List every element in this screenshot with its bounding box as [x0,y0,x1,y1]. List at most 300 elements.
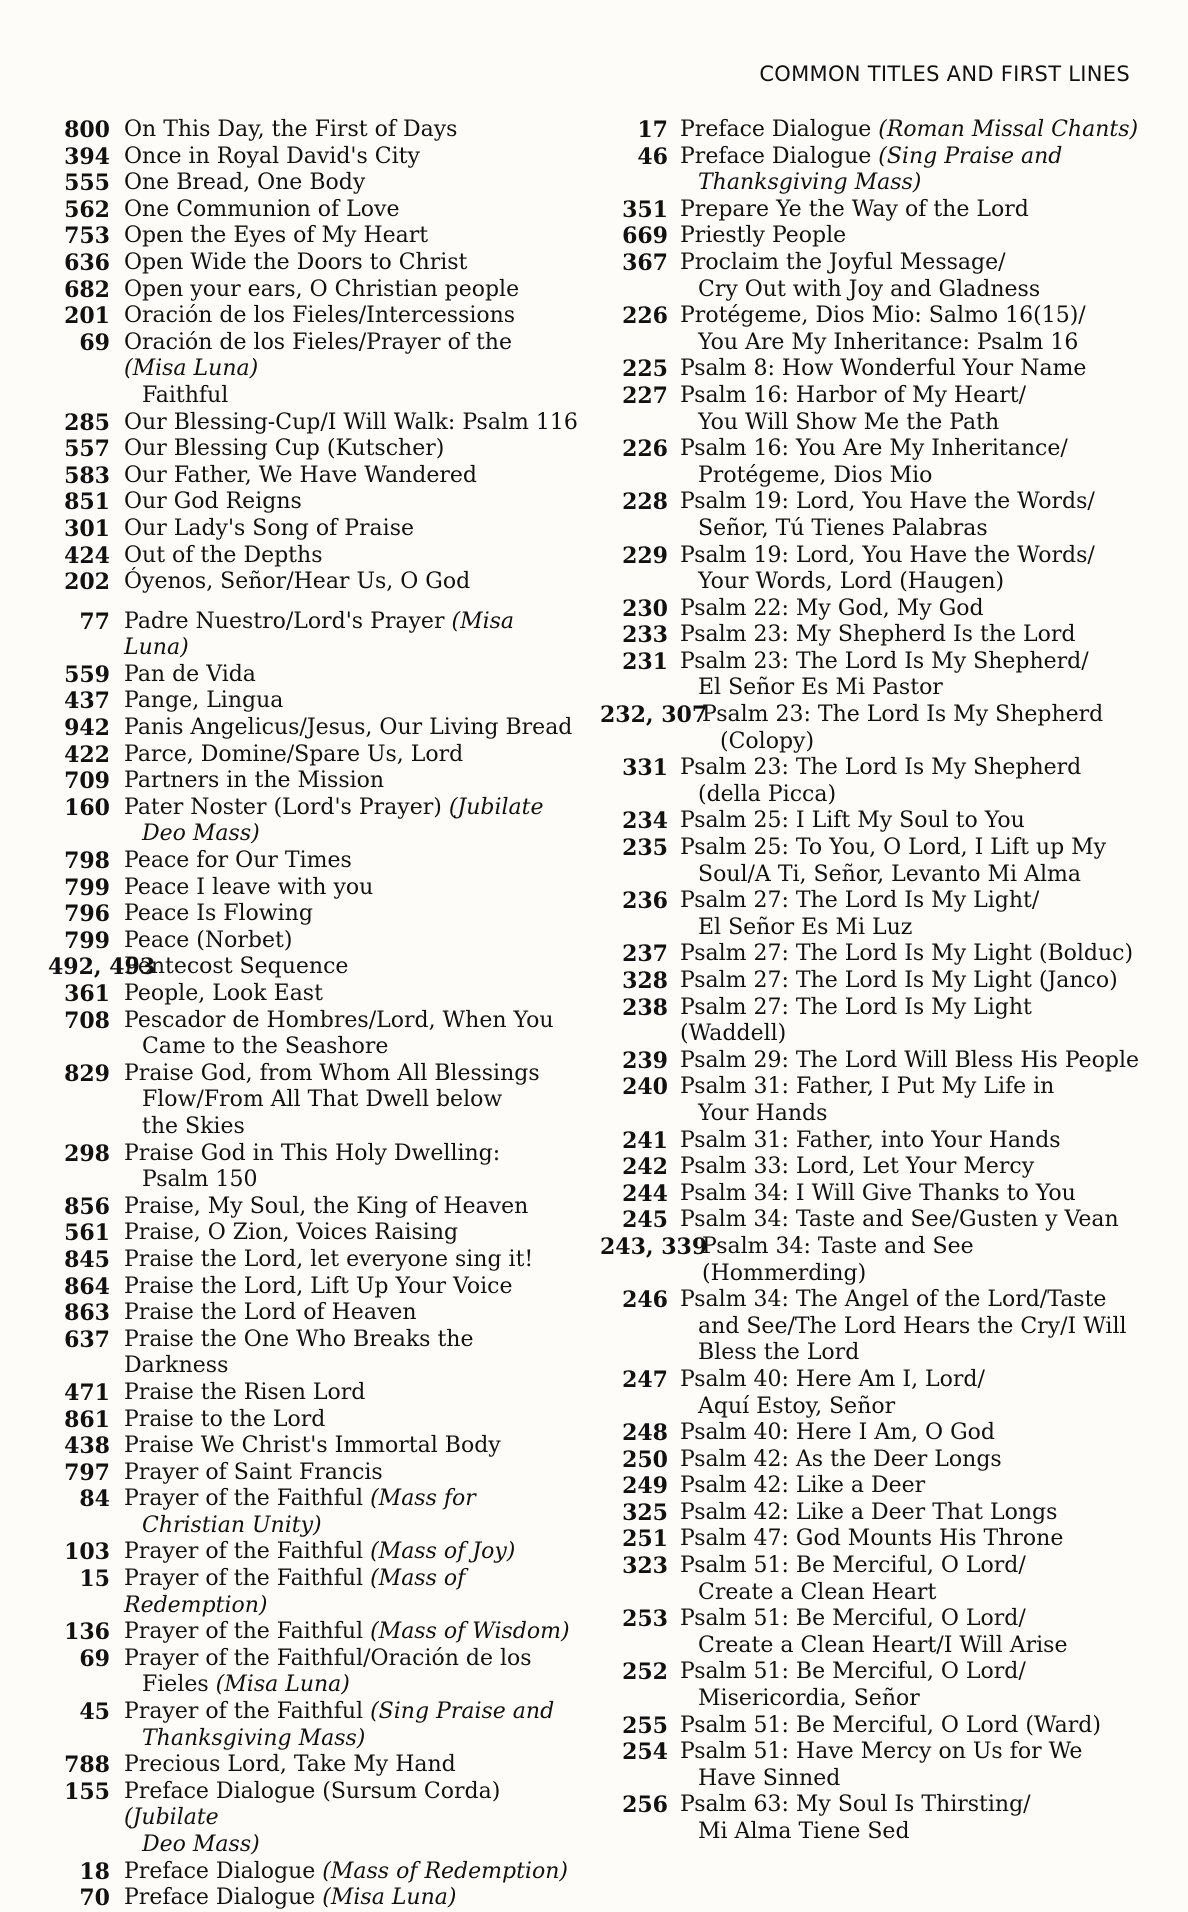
title-continuation [680,1314,1140,1341]
index-entry [600,1659,1140,1712]
title-text: Open the Eyes of My Heart [124,223,429,249]
continuation-text: Cry Out with Joy and Gladness [698,276,1041,302]
title-continuation [680,463,1140,490]
entry-title [124,1646,578,1699]
hymn-number: 249 [622,1473,668,1500]
hymn-number: 232, 307 [600,702,708,729]
index-entry [48,1859,578,1886]
hymn-number: 583 [64,462,110,489]
index-entry [48,662,578,689]
index-entry [48,1141,578,1194]
entry-title [124,1566,578,1619]
mass-setting-note: (Mass of Wisdom) [370,1619,570,1645]
entry-title [680,543,1140,596]
entry-title [680,1713,1140,1740]
entry-title [680,835,1140,888]
title-text: Preface Dialogue [124,1858,316,1884]
continuation-text: Señor, Tú Tienes Palabras [698,515,988,541]
entry-title [680,649,1140,702]
entry-title [702,1234,1140,1287]
title-text: Peace I leave with you [124,874,374,900]
index-entry [600,941,1140,968]
title-text: Prayer of the Faithful [124,1699,364,1725]
index-entry [48,117,578,144]
title-text: Oración de los Fieles/Prayer of the [124,329,512,355]
title-text: Praise the Lord, let everyone sing it! [124,1246,534,1272]
entry-title [124,330,578,410]
continuation-text: and See/The Lord Hears the Cry/I Will [698,1313,1127,1339]
entry-title [680,941,1140,968]
entry-title [124,223,578,250]
title-continuation [124,1832,578,1859]
entry-title [124,1141,578,1194]
index-entry [600,596,1140,623]
title-continuation [680,915,1140,942]
title-text: Open your ears, O Christian people [124,276,520,302]
continuation-text: Came to the Seashore [142,1034,389,1060]
hymn-number: 788 [64,1752,110,1779]
title-continuation: Bless the Lord [698,1340,860,1366]
title-text: Prayer of Saint Francis [124,1459,383,1485]
title-continuation [124,1726,578,1753]
hymn-number: 797 [64,1459,110,1486]
hymn-number: 559 [64,661,110,688]
continuation-text: Protégeme, Dios Mio [698,462,933,488]
mass-setting-note: (Misa Luna) [322,1885,457,1911]
entry-title [124,1274,578,1301]
index-entry [600,1606,1140,1659]
mass-setting-note: (Mass of Redemption) [322,1858,568,1884]
title-text: Our Blessing Cup (Kutscher) [124,436,445,462]
title-text: Praise the Lord of Heaven [124,1300,417,1326]
index-entry [600,303,1140,356]
mass-setting-note: (Mass of Joy) [370,1539,516,1565]
index-entry [600,808,1140,835]
entry-title [124,768,578,795]
hymn-number: 17 [637,117,668,143]
title-continuation [680,1394,1140,1421]
title-text: Psalm 40: Here Am I, Lord/ [680,1366,985,1392]
index-entry [48,569,578,596]
entry-title [680,1659,1140,1712]
continuation-text: Soul/A Ti, Señor, Levanto Mi Alma [698,861,1081,887]
index-entry [48,1699,578,1752]
hymn-number: 235 [622,835,668,862]
hymn-number: 361 [64,981,110,1007]
index-entry [600,1553,1140,1606]
title-text: Psalm 25: To You, O Lord, I Lift up My [680,835,1107,861]
title-text: On This Day, the First of Days [124,117,458,142]
hymn-number: 323 [622,1553,668,1580]
continuation-text: Flow/From All That Dwell below [142,1087,503,1113]
continuation-text: Mi Alma Tiene Sed [698,1819,910,1844]
index-entry [600,1500,1140,1527]
title-continuation [124,1513,578,1540]
hymn-number: 244 [622,1180,668,1207]
index-entry [600,1154,1140,1181]
hymn-number: 328 [622,968,668,994]
index-entry [48,1274,578,1301]
title-text: Praise the Risen Lord [124,1379,366,1405]
hymn-number: 136 [64,1619,110,1646]
title-text: Praise We Christ's Immortal Body [124,1433,501,1459]
mass-setting-note: Deo Mass) [142,821,260,847]
hymn-number: 709 [64,768,110,795]
hymn-number: 230 [622,595,668,622]
entry-title [680,356,1140,383]
entry-title [680,888,1140,941]
hymn-number: 861 [64,1406,110,1433]
hymn-number: 796 [64,901,110,928]
title-continuation [680,1101,1140,1128]
index-entry [600,1074,1140,1127]
hymn-number: 682 [64,276,110,303]
hymn-number: 69 [79,1645,110,1672]
title-continuation [124,383,578,410]
title-text: Preface Dialogue [124,1885,316,1911]
entry-title [124,489,578,516]
index-entry [600,888,1140,941]
index-entry [600,1420,1140,1447]
hymn-number: 242 [622,1154,668,1181]
index-entry [600,622,1140,649]
title-text: Peace for Our Times [124,848,352,874]
title-text: Prayer of the Faithful [124,1619,364,1645]
title-text: Psalm 42: Like a Deer That Longs [680,1499,1058,1525]
title-text: Psalm 23: The Lord Is My Shepherd [702,702,1104,728]
title-text: Pater Noster (Lord's Prayer) [124,794,442,820]
index-entry [48,954,578,981]
hymn-number: 557 [64,436,110,463]
title-text: Psalm 31: Father, into Your Hands [680,1127,1061,1153]
index-entry [48,768,578,795]
hymn-number: 234 [622,808,668,835]
title-continuation [680,277,1140,304]
index-entry [48,1566,578,1619]
left-column [48,117,578,1912]
title-text: Psalm 51: Be Merciful, O Lord/ [680,1606,1026,1632]
continuation-text: Aquí Estoy, Señor [698,1393,896,1419]
entry-title [124,875,578,902]
entry-title [124,1061,578,1141]
index-entry [48,1061,578,1141]
index-entry [48,410,578,437]
index-entry [48,742,578,769]
entry-title [124,170,578,197]
index-entry [48,1646,578,1699]
continuation-text: Fieles [142,1672,209,1698]
hymn-number: 394 [64,143,110,170]
title-text: Padre Nuestro/Lord's Prayer [124,608,445,634]
continuation-text: Psalm 150 [142,1167,258,1193]
entry-title [680,596,1140,623]
hymn-number: 18 [79,1858,110,1885]
title-text: Psalm 51: Have Mercy on Us for We [680,1739,1083,1765]
hymn-number: 555 [64,170,110,197]
entry-title [124,1752,578,1779]
index-entry [600,543,1140,596]
title-continuation [680,569,1140,596]
entry-title [124,1859,578,1886]
title-text: Psalm 42: As the Deer Longs [680,1446,1002,1472]
hymn-number: 562 [64,196,110,223]
title-text: Psalm 27: The Lord Is My Light (Janco) [680,968,1118,993]
title-text: Priestly People [680,223,847,249]
entry-title [680,1606,1140,1659]
entry-title [680,1420,1140,1447]
title-text: Praise God in This Holy Dwelling: [124,1140,501,1166]
entry-title [124,1380,578,1407]
title-text: Preface Dialogue [680,143,872,169]
entry-title [124,1407,578,1434]
title-text: Once in Royal David's City [124,143,420,169]
entry-title [124,1460,578,1487]
index-entry [48,1619,578,1646]
continuation-text: El Señor Es Mi Luz [698,914,913,940]
entry-title [680,303,1140,356]
index-entry [600,356,1140,383]
entry-title [124,1699,578,1752]
entry-title [680,144,1140,197]
entry-title [124,543,578,570]
title-text: Óyenos, Señor/Hear Us, O God [124,569,471,595]
title-continuation [124,1034,578,1061]
hymn-number: 829 [64,1060,110,1087]
index-entry [600,117,1140,144]
hymn-number: 252 [622,1659,668,1686]
index-entry [600,1048,1140,1075]
title-text: Prayer of the Faithful [124,1566,364,1592]
entry-title [680,1207,1140,1234]
hymn-number: 471 [64,1379,110,1406]
entry-title [124,436,578,463]
title-text: Psalm 34: The Angel of the Lord/Taste [680,1287,1107,1313]
index-entry [600,1447,1140,1474]
entry-title [124,144,578,171]
hymn-number: 351 [622,196,668,223]
title-text: Psalm 51: Be Merciful, O Lord (Ward) [680,1712,1101,1738]
hymn-number: 202 [64,569,110,596]
mass-setting-note: (Sing Praise and [878,143,1063,169]
hymn-number: 226 [622,303,668,330]
hymn-number: 233 [622,622,668,649]
hymn-number: 238 [622,994,668,1021]
title-text: Preface Dialogue [680,117,872,142]
title-text: Prayer of the Faithful [124,1486,364,1512]
mass-setting-note: Thanksgiving Mass) [142,1725,366,1751]
title-text: Psalm 40: Here I Am, O God [680,1420,995,1446]
hymn-number: 239 [622,1047,668,1074]
entry-title [680,968,1140,995]
title-continuation [124,1672,578,1699]
index-entry [48,144,578,171]
index-entry [600,1234,1140,1287]
entry-title [124,1486,578,1539]
index-entry [600,755,1140,808]
hymn-number: 800 [64,117,110,143]
hymn-number: 298 [64,1140,110,1167]
title-text: Proclaim the Joyful Message/ [680,249,1006,275]
entry-title [124,795,578,848]
continuation-text: Create a Clean Heart/I Will Arise [698,1632,1068,1658]
title-text: Praise God, from Whom All Blessings [124,1060,540,1086]
title-text: Psalm 25: I Lift My Soul to You [680,808,1025,834]
index-entry [48,848,578,875]
title-continuation [680,862,1140,889]
index-entry [48,1539,578,1566]
title-text: Prayer of the Faithful/Oración de los [124,1645,532,1671]
page-header: COMMON TITLES AND FIRST LINES [759,62,1130,86]
mass-setting-note: (Misa Luna) [215,1672,350,1698]
entry-title [124,463,578,490]
title-text: Out of the Depths [124,542,323,568]
title-continuation [680,516,1140,543]
hymn-number: 799 [64,927,110,954]
title-text: Praise, My Soul, the King of Heaven [124,1193,529,1219]
index-entry [48,489,578,516]
title-text: Protégeme, Dios Mio: Salmo 16(15)/ [680,303,1086,329]
hymn-number: 799 [64,874,110,901]
hymn-number: 753 [64,223,110,250]
entry-title [680,1473,1140,1500]
hymn-number: 367 [622,249,668,276]
hymn-number: 438 [64,1433,110,1460]
hymn-number: 236 [622,888,668,915]
hymn-number: 103 [64,1539,110,1566]
hymn-number: 492, 493 [48,954,156,981]
title-text: Psalm 19: Lord, You Have the Words/ [680,542,1095,568]
index-entry [600,383,1140,436]
continuation-text: (della Picca) [698,781,837,807]
title-text: Psalm 8: How Wonderful Your Name [680,356,1087,382]
title-continuation [680,1819,1140,1846]
title-text: Psalm 23: My Shepherd Is the Lord [680,622,1076,648]
hymn-number: 942 [64,715,110,742]
title-text: Psalm 34: Taste and See (Hommerding) [702,1233,974,1286]
entry-title [680,1074,1140,1127]
mass-setting-note: (Mass for [370,1486,476,1512]
index-entry [48,1327,578,1380]
title-text: Precious Lord, Take My Hand [124,1752,456,1778]
index-entry [48,1008,578,1061]
entry-title [124,410,578,437]
entry-title [680,197,1140,224]
index-entry [600,197,1140,224]
hymn-number: 155 [64,1778,110,1805]
index-entry [48,1486,578,1539]
index-entry [600,1181,1140,1208]
index-entry [48,875,578,902]
hymn-number: 669 [622,223,668,250]
entry-title [124,1300,578,1327]
hymn-number: 864 [64,1273,110,1300]
index-entry [600,702,1140,755]
title-text: Our God Reigns [124,489,302,515]
continuation-text: El Señor Es Mi Pastor [698,675,943,701]
hymn-number: 863 [64,1300,110,1327]
title-text: Psalm 47: God Mounts His Throne [680,1526,1064,1552]
index-entry [48,543,578,570]
mass-setting-note: (Jubilate [448,794,544,820]
title-text: Pescador de Hombres/Lord, When You [124,1007,554,1033]
title-text: Psalm 29: The Lord Will Bless His People [680,1047,1140,1073]
entry-title [124,742,578,769]
title-text: Praise, O Zion, Voices Raising [124,1220,459,1246]
entry-title [124,901,578,928]
entry-title [680,1048,1140,1075]
index-entry [48,1407,578,1434]
title-text: Praise the Lord, Lift Up Your Voice [124,1273,513,1299]
index-entry [48,303,578,330]
title-text: Psalm 51: Be Merciful, O Lord/ [680,1659,1026,1685]
index-entry [48,981,578,1008]
entry-title [124,569,578,596]
hymn-number: 231 [622,648,668,675]
title-text: Peace (Norbet) [124,927,293,953]
entry-title [124,715,578,742]
index-entry [600,144,1140,197]
hymn-number: 46 [637,143,668,170]
hymn-number: 637 [64,1326,110,1353]
title-continuation [680,1633,1140,1660]
entry-title [124,981,578,1008]
index-entry [600,1287,1140,1367]
hymn-number: 69 [79,329,110,356]
mass-setting-note: Deo Mass) [142,1832,260,1857]
title-text: Pentecost Sequence [124,954,349,980]
title-text: Psalm 42: Like a Deer [680,1473,926,1499]
title-text: Psalm 16: You Are My Inheritance/ [680,436,1068,462]
title-text: Preface Dialogue (Sursum Corda) [124,1778,501,1804]
title-continuation [680,330,1140,357]
index-entry [600,223,1140,250]
index-entry [48,1885,578,1912]
title-text: Oración de los Fieles/Intercessions [124,303,516,329]
hymn-number: 245 [622,1207,668,1234]
index-entry [600,1739,1140,1792]
entry-title [680,250,1140,303]
entry-title [702,702,1140,755]
title-text: Psalm 16: Harbor of My Heart/ [680,382,1026,408]
entry-title [124,1619,578,1646]
title-continuation [124,1167,578,1194]
entry-title [124,954,578,981]
right-column [600,117,1140,1846]
entry-title [124,1327,578,1380]
hymn-number: 248 [622,1420,668,1447]
entry-title [124,848,578,875]
title-text: Our Father, We Have Wandered [124,462,477,488]
title-text: Prepare Ye the Way of the Lord [680,196,1029,222]
title-text: Psalm 51: Be Merciful, O Lord/ [680,1553,1026,1579]
index-entry [48,170,578,197]
entry-title [680,1500,1140,1527]
entry-title [124,117,578,144]
entry-title [124,1194,578,1221]
entry-title [680,223,1140,250]
hymn-number: 561 [64,1220,110,1247]
index-entry [600,250,1140,303]
index-entry [600,995,1140,1048]
continuation-text: You Are My Inheritance: Psalm 16 [698,329,1079,355]
entry-title [124,303,578,330]
hymn-number: 160 [64,794,110,821]
title-continuation [124,1087,578,1114]
title-continuation [680,1686,1140,1713]
hymn-number: 437 [64,688,110,715]
mass-setting-note: (Jubilate [124,1805,219,1831]
entry-title [680,1739,1140,1792]
